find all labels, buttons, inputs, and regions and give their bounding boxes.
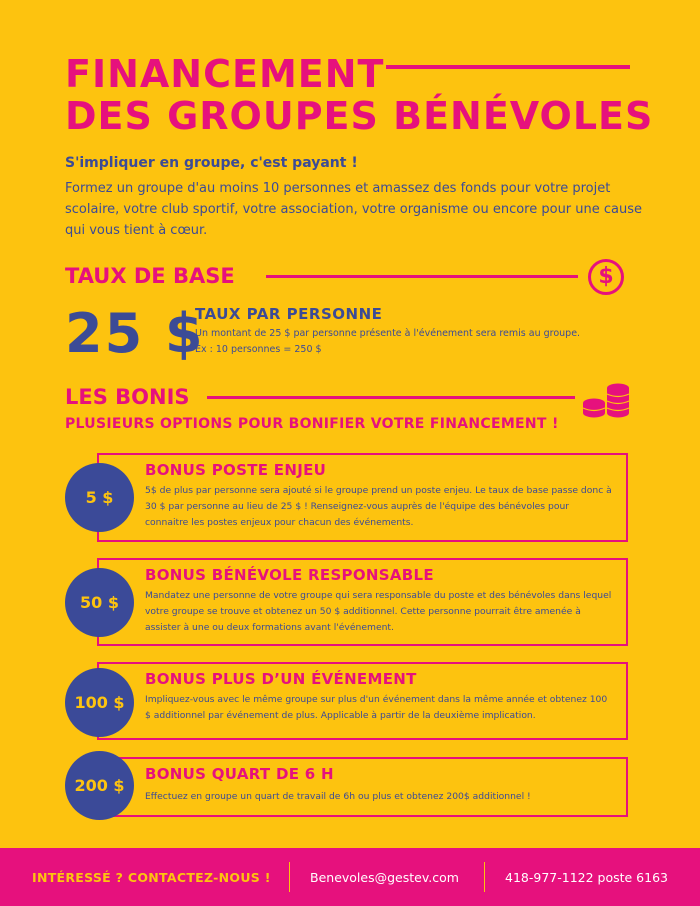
bonus-card-benevole-responsable — [97, 558, 628, 646]
bonus-title: BONUS PLUS D’UN ÉVÉNEMENT — [145, 670, 417, 688]
coin-stack-icon — [582, 380, 630, 420]
base-rate-amount: 25 $ — [65, 302, 205, 365]
bonus-amount-badge: 100 $ — [65, 668, 134, 737]
bonus-card-poste-enjeu — [97, 453, 628, 542]
bonis-subtitle: PLUSIEURS OPTIONS POUR BONIFIER VOTRE FINANCEMENT ! — [65, 416, 559, 432]
bonus-description: Impliquez-vous avec le même groupe sur plus d'un événement dans la même année et obtenez 100 $ additionnel par événement de plus. Applicable à partir de la deuxième implication. — [145, 694, 608, 721]
title-rule — [386, 65, 630, 69]
title-line-2: DES GROUPES BÉNÉVOLES — [65, 94, 654, 138]
base-rate-heading: TAUX PAR PERSONNE — [195, 305, 383, 323]
footer-cta: INTÉRESSÉ ? CONTACTEZ-NOUS ! — [32, 870, 271, 885]
bonus-description: Effectuez en groupe un quart de travail de 6h ou plus et obtenez 200$ additionnel ! — [145, 791, 531, 802]
base-rate-example: Ex : 10 personnes = 250 $ — [195, 344, 322, 355]
base-rate-rule — [266, 275, 578, 278]
bonus-card-quart-6h — [97, 757, 628, 817]
bonus-amount-badge: 5 $ — [65, 463, 134, 532]
bonis-rule — [207, 396, 575, 399]
base-rate-text: Un montant de 25 $ par personne présente à l'événement sera remis au groupe. — [195, 328, 581, 339]
base-rate-title: TAUX DE BASE — [65, 264, 235, 288]
footer-phone: 418-977-1122 poste 6163 — [505, 870, 668, 885]
title-line-1: FINANCEMENT — [65, 52, 385, 96]
footer-divider — [289, 862, 290, 892]
bonus-title: BONUS POSTE ENJEU — [145, 461, 327, 479]
bonus-description: 5$ de plus par personne sera ajouté si le groupe prend un poste enjeu. Le taux de base passe donc à 30 $ par personne au lieu de 25 $ ! Renseignez-vous auprès de l'équipe des bénévoles pour connaitre les postes enjeux pour chacun des événements. — [145, 485, 612, 528]
bonus-card-plus-un-evenement — [97, 662, 628, 740]
bonus-amount-badge: 200 $ — [65, 751, 134, 820]
bonus-title: BONUS QUART DE 6 H — [145, 765, 334, 783]
intro-lead: S'impliquer en groupe, c'est payant ! — [65, 155, 358, 171]
footer-bar — [0, 848, 700, 906]
footer-divider — [484, 862, 485, 892]
bonus-amount-badge: 50 $ — [65, 568, 134, 637]
base-rate-description — [195, 326, 625, 358]
intro-body: Formez un groupe d'au moins 10 personnes et amassez des fonds pour votre projet scolaire, votre club sportif, votre association, votre organisme ou encore pour une cause qui vous tient à cœur. — [65, 181, 643, 238]
footer-email-link[interactable]: Benevoles@gestev.com — [310, 870, 459, 885]
bonis-title: LES BONIS — [65, 385, 190, 409]
bonus-title: BONUS BÉNÉVOLE RESPONSABLE — [145, 566, 434, 584]
bonus-description: Mandatez une personne de votre groupe qui sera responsable du poste et des bénévoles dans lequel votre groupe se trouve et obtenez un 50 $ additionnel. Cette personne pourrait être amenée à assister à une ou deux formations avant l'événement. — [145, 590, 612, 633]
dollar-coin-icon: $ — [588, 259, 624, 295]
